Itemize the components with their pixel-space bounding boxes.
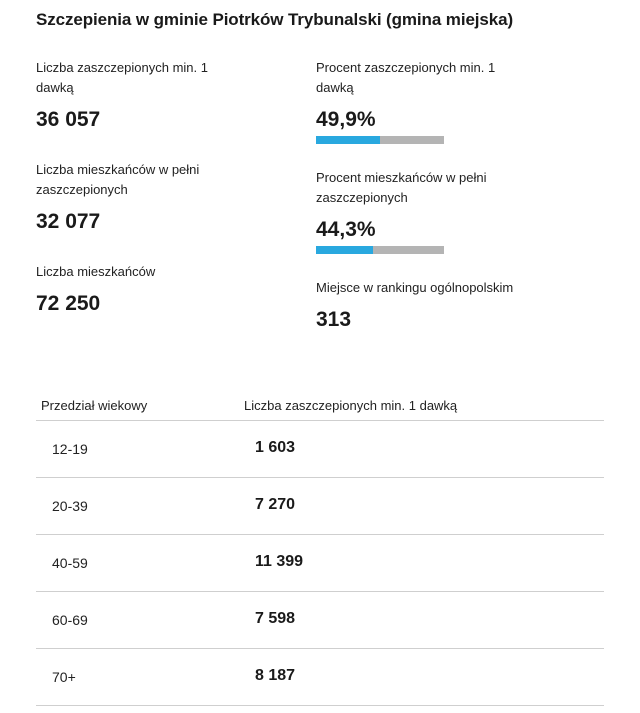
stat-fully-vaccinated (36, 160, 236, 236)
table-header (36, 392, 604, 421)
count-cell: 8 187 (255, 667, 296, 684)
stat-label: Liczba mieszkańców (36, 264, 156, 279)
age-range-cell: 12-19 (52, 441, 88, 457)
stat-value: 44,3% (316, 218, 376, 241)
progress-bar (316, 136, 444, 144)
table-row (36, 421, 604, 478)
progress-bar (316, 246, 444, 254)
table-row (36, 649, 604, 706)
progress-bar-fill (316, 246, 373, 254)
stat-value: 72 250 (36, 292, 101, 315)
stat-label: Miejsce w rankingu ogólnopolskim (316, 280, 514, 295)
stat-label: Procent mieszkańców w pełni zaszczepionych (316, 170, 487, 205)
page-title: Szczepienia w gminie Piotrków Trybunalski (gmina miejska) (36, 10, 514, 29)
count-cell: 11 399 (255, 553, 304, 570)
progress-bar-fill (316, 136, 380, 144)
count-cell: 7 270 (255, 496, 296, 513)
table-row (36, 535, 604, 592)
stat-label: Liczba zaszczepionych min. 1 dawką (36, 60, 208, 95)
column-header-age: Przedział wiekowy (41, 398, 148, 413)
stat-national-rank (316, 278, 576, 334)
stat-value: 313 (316, 308, 352, 331)
stat-label: Liczba mieszkańców w pełni zaszczepionych (36, 162, 200, 197)
stat-vaccinated-one-dose (36, 58, 236, 134)
stat-percent-one-dose (316, 58, 516, 144)
count-cell: 1 603 (255, 439, 296, 456)
age-range-cell: 40-59 (52, 555, 88, 571)
column-header-count: Liczba zaszczepionych min. 1 dawką (244, 398, 458, 413)
stat-value: 49,9% (316, 108, 376, 131)
stat-label: Procent zaszczepionych min. 1 dawką (316, 60, 496, 95)
stat-value: 36 057 (36, 108, 101, 131)
table-row (36, 592, 604, 649)
count-cell: 7 598 (255, 610, 296, 627)
age-table (36, 392, 604, 706)
age-range-cell: 60-69 (52, 612, 88, 628)
table-row (36, 478, 604, 535)
stat-percent-fully (316, 168, 516, 254)
stat-residents (36, 262, 256, 318)
age-range-cell: 20-39 (52, 498, 88, 514)
age-range-cell: 70+ (52, 669, 76, 685)
stat-value: 32 077 (36, 210, 101, 233)
